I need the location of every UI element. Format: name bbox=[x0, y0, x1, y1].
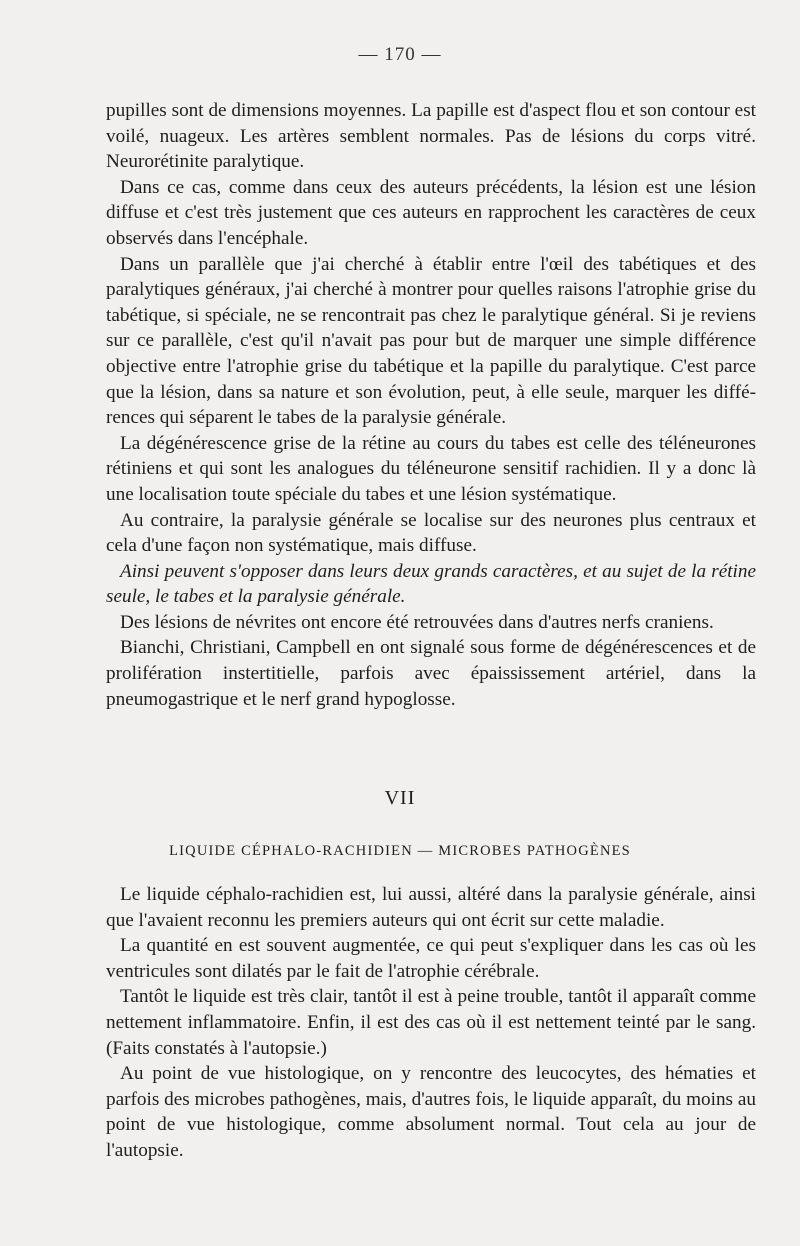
paragraph: La dégénérescence grise de la rétine au cours du tabes est celle des téléneurones rétiniens et qui sont les analogues du téléneurone sensitif rachidien. Il y a donc là une localisation toute spéciale du tabes et une lésion systématique. bbox=[106, 432, 756, 505]
paragraph: Bianchi, Christiani, Campbell en ont signalé sous forme de dégénérescences et de prolifération instertitielle, parfois avec épaississement artériel, dans la pneumogastrique et le nerf grand hypoglosse. bbox=[106, 637, 756, 710]
section-title: LIQUIDE CÉPHALO-RACHIDIEN — MICROBES PATHOGÈNES bbox=[169, 843, 631, 859]
paragraph: Au point de vue histologique, on y rencontre des leucocytes, des hématies et parfois des microbes pathogènes, mais, d'autres fois, le liquide apparaît, du moins au point de vue histologique, comme absolument normal. Tout cela au jour de l'autopsie. bbox=[106, 1063, 756, 1161]
paragraph: Tantôt le liquide est très clair, tantôt il est à peine trouble, tantôt il apparaît comme nettement inflammatoire. Enfin, il est des cas où il est nettement teinté par le sang. (Faits constatés à l'autopsie.) bbox=[106, 986, 756, 1059]
top-text-block bbox=[106, 98, 756, 712]
paragraph: La quantité en est souvent augmentée, ce qui peut s'expliquer dans les cas où les ventricules sont dilatés par le fait de l'atrophie cérébrale. bbox=[106, 935, 756, 982]
section-number: VII bbox=[384, 787, 416, 809]
bottom-text-block bbox=[106, 882, 756, 1164]
page-number: — 170 — bbox=[358, 44, 442, 65]
italic-paragraph: Ainsi peuvent s'opposer dans leurs deux grands caractères, et au sujet de la rétine seule, le tabes et la paralysie générale. bbox=[106, 560, 756, 608]
paragraph: Au contraire, la paralysie générale se localise sur des neurones plus centraux et cela d'une façon non systématique, mais diffuse. bbox=[106, 509, 756, 557]
paragraph: Des lésions de névrites ont encore été retrouvées dans d'autres nerfs craniens. bbox=[120, 611, 714, 633]
paragraph: Le liquide céphalo-rachidien est, lui aussi, altéré dans la paralysie générale, ainsi que l'avaient reconnu les premiers auteurs qui ont écrit sur cette maladie. bbox=[106, 884, 756, 931]
paragraph: pupilles sont de dimensions moyennes. La papille est d'aspect flou et son contour est voilé, nuageux. Les artères semblent normales. Pas de lésions du corps vitré. Neurorétinite paralytique. bbox=[106, 100, 756, 173]
paragraph: Dans un parallèle que j'ai cherché à établir entre l'œil des tabétiques et des paralytiques généraux, j'ai cherché à montrer pour quelles raisons l'atrophie grise du tabétique, si spéciale, ne se rencontrait pas chez le paralytique général. Si je reviens sur ce parallèle, c'est qu'il n'avait pas pour but de marquer une simple différence objective entre l'atrophie grise du tabétique et la papille du paralytique. C'est parce que la lésion, dans sa nature et son évolution, peut, à elle seule, marquer les différences qui séparent le tabes de la paralysie générale. bbox=[106, 253, 756, 429]
paragraph: Dans ce cas, comme dans ceux des auteurs précédents, la lésion est une lésion diffuse et c'est très justement que ces auteurs en rapprochent les caractères de ceux observés dans l'encéphale. bbox=[106, 176, 756, 249]
